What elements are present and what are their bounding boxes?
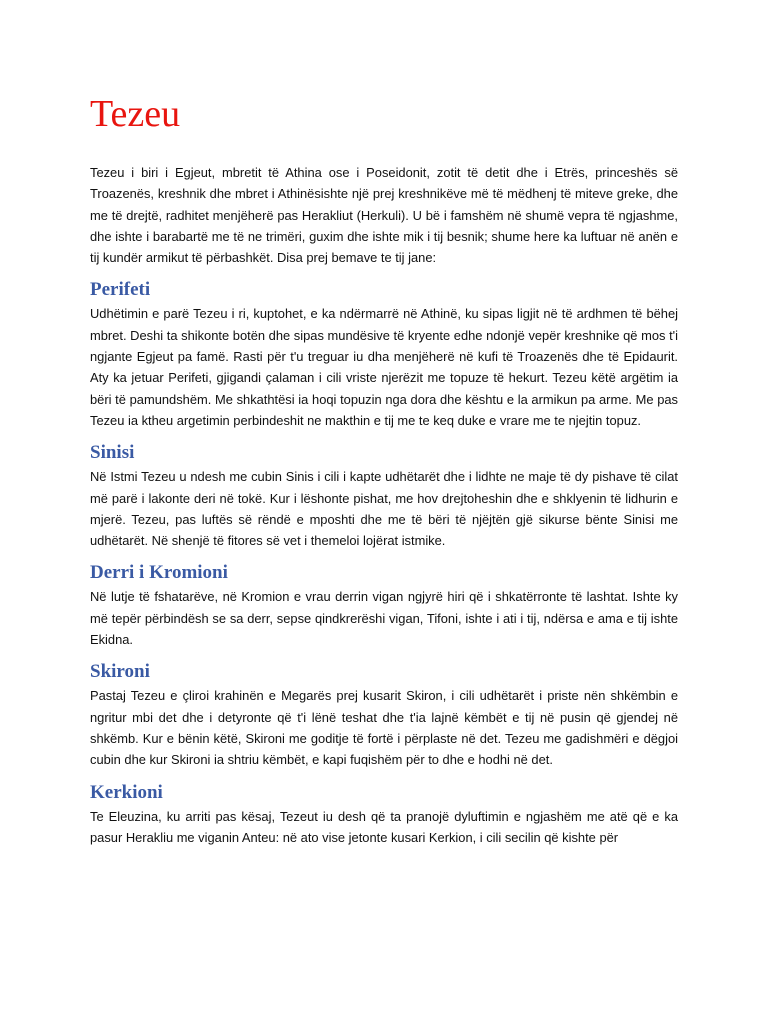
section-text-kerkioni: Te Eleuzina, ku arriti pas kësaj, Tezeut iu desh që ta pranojë dyluftimin e ngjashëm me atë që e ka pasur Herakliu me viganin Anteu: në ato vise jetonte kusari Kerkion, i cili secilin që kishte për [90,808,678,845]
section-heading-perifeti: Perifeti [90,279,151,301]
section-heading-skironi: Skironi [90,661,150,683]
section-text-sinisi: Në Istmi Tezeu u ndesh me cubin Sinis i cili i kapte udhëtarët dhe i lidhte ne maje të dy pishave të cilat më parë i lakonte deri në tokë. Kur i lëshonte pishat, me hov drejtoheshin dhe e shklyenin të lidhurin e mjerë. Tezeu, pas luftës së rëndë e mposhti dhe me të bëri të njëjtën gjë sikurse bënte Sinisi me udhëtarët. Në shenjë të fitores së vet i themeloi lojërat istmike. [90,469,678,549]
section-text-skironi: Pastaj Tezeu e çliroi krahinën e Megarës prej kusarit Skiron, i cili udhëtarët i priste nën shkëmbin e ngritur mbi det dhe i detyronte që t'i lënë teshat dhe t'ia lajnë këmbët e tij në pusin që gjendej në shkëmb. Kur e bënin këtë, Skironi me goditje të fortë i përplaste në det. Tezeu me gadishmëri e dëgjoi cubin dhe kur Skironi ia shtriu këmbët, e kapi fuqishëm për to dhe e hodhi në det. [90,688,678,768]
document-body [90,162,678,848]
section-heading-kerkioni: Kerkioni [90,781,163,803]
intro-paragraph: Tezeu i biri i Egjeut, mbretit të Athina ose i Poseidonit, zotit të detit dhe i Etrës, princeshës së Troazenës, kreshnik dhe mbret i Athinësishte një prej kreshnikëve më të mëdhenj të miteve greke, dhe me të drejtë, radhitet menjëherë pas Herakliut (Herkuli). U bë i famshëm në shumë vepra të ngjashme, dhe ishte i barabartë me të ne trimëri, guxim dhe ishte mik i tij besnik; shume here ka luftuar në anën e tij kundër armikut të përbashkët. Disa prej bemave te tij jane: [90,165,678,266]
document-title: Tezeu [90,93,181,135]
section-text-perifeti: Udhëtimin e parë Tezeu i ri, kuptohet, e ka ndërmarrë në Athinë, ku sipas ligjit në të ardhmen të bëhej mbret. Deshi ta shikonte botën dhe sipas mundësive të kryente edhe ndonjë vepër kreshnike që mos t'i ngjante Egjeut pa famë. Rasti për t'u treguar iu dha menjëherë në kufi të Troazenës dhe të Epidaurit. Aty ka jetuar Perifeti, gjigandi çalaman i cili vriste njerëzit me topuze të hekurt. Tezeu këtë argëtim ia bëri të pamundshëm. Me shkathtësi ia hoqi topuzin nga dora dhe kështu e la armikun pa arme. Me pas Tezeu ia ktheu argetimin perbindeshit ne makthin e tij me te keq duke e vrare me te njejtin topuz. [90,306,678,428]
section-text-derri-i-kromioni: Në lutje të fshatarëve, në Kromion e vrau derrin vigan ngjyrë hiri që i shkatërronte të lashtat. Ishte ky më tepër përbindësh se sa derr, sepse qindkrerëshi vigan, Tifoni, ishte i ati i tij, ndërsa e ama e tij ishte Ekidna. [90,589,678,648]
section-heading-sinisi: Sinisi [90,442,135,464]
section-heading-derri-i-kromioni: Derri i Kromioni [90,562,228,584]
